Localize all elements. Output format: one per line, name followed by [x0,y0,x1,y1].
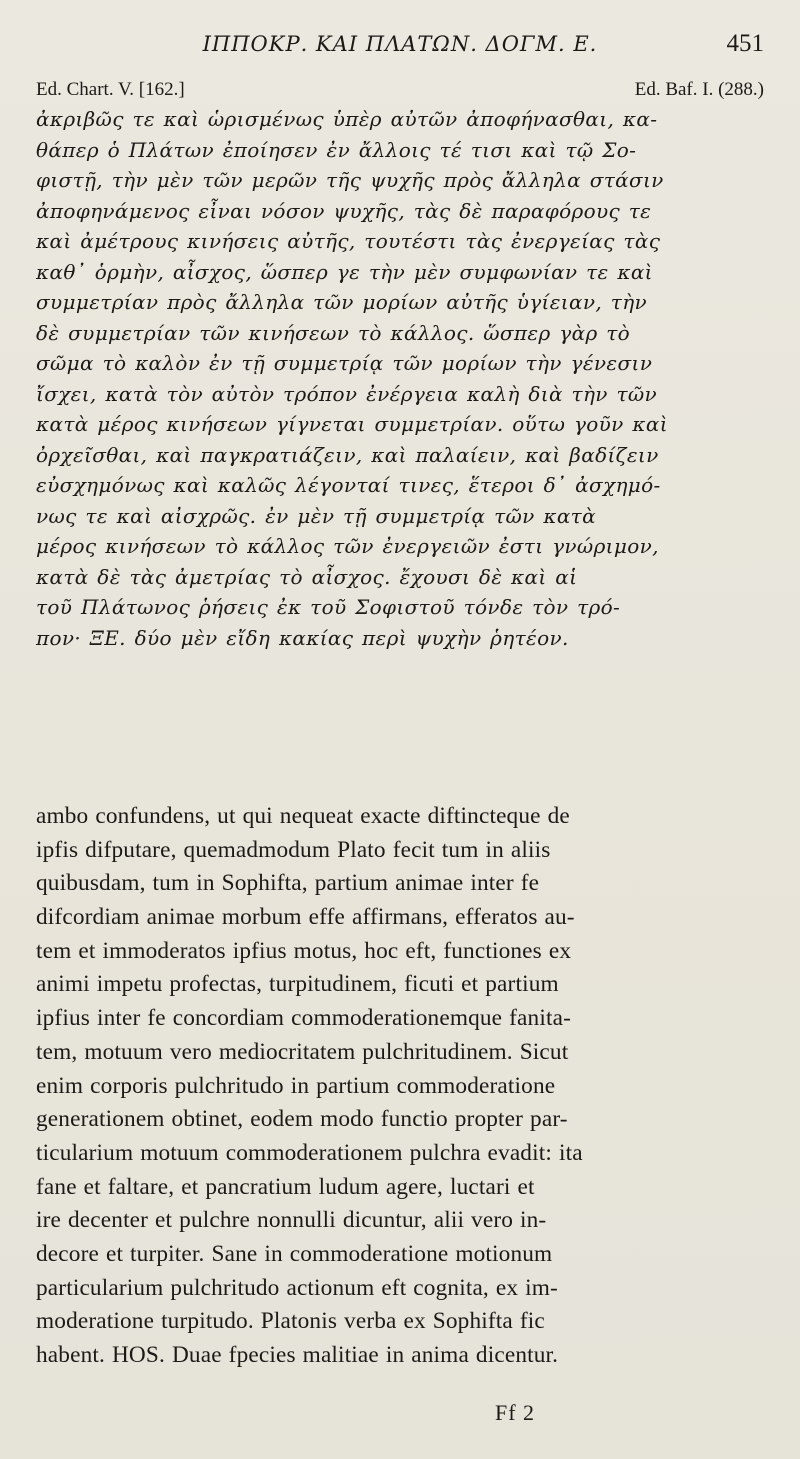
greek-text-line: συμμετρίαν πρὸς ἄλληλα τῶν μορίων αὐτῆς ὑγίειαν, τὴν [36,290,648,314]
running-title: ΙΠΠΟΚΡ. ΚΑΙ ΠΛΑΤΩΝ. ΔΟΓΜ. Ε. [202,32,598,56]
greek-text-line: πον· ΞΕ. δύο μὲν εἴδη κακίας περὶ ψυχὴν ῥητέον. [36,625,569,650]
running-head [36,26,764,62]
latin-text-line: moderatione turpitudo. Platonis verba ex Sophifta fic [36,1308,545,1335]
latin-text-line: decore et turpiter. Sane in commoderatione motionum [36,1240,553,1267]
greek-text-line: κατὰ μέρος κινήσεων γίγνεται συμμετρίαν. οὕτω γοῦν καὶ [36,412,668,436]
latin-text-line: enim corporis pulchritudo in partium commoderatione [36,1072,556,1099]
greek-text-line: εὐσχημόνως καὶ καλῶς λέγονταί τινες, ἕτεροι δ᾽ ἀσχημό- [36,473,661,497]
greek-text-block [36,104,766,653]
greek-text-line: τοῦ Πλάτωνος ῥήσεις ἐκ τοῦ Σοφιστοῦ τόνδε τὸν τρό- [36,595,621,619]
latin-text-line: difcordiam animae morbum effe affirmans, efferatos au- [36,904,575,931]
latin-text-line: ticularium motuum commoderationem pulchra evadit: ita [36,1139,583,1166]
latin-text-line: animi impetu profectas, turpitudinem, ficuti et partium [36,971,559,998]
latin-text-line: ipfius inter fe concordiam commoderationemque fanita- [36,1005,571,1032]
latin-text-line: quibusdam, tum in Sophifta, partium animae inter fe [36,870,540,897]
latin-text-line: tem et immoderatos ipfius motus, hoc eft, functiones ex [36,937,572,964]
greek-text-line: ἴσχει, κατὰ τὸν αὐτὸν τρόπον ἐνέργεια καλὴ διὰ τὴν τῶν [36,381,658,406]
greek-text-line: δὲ συμμετρίαν τῶν κινήσεων τὸ κάλλος. ὥσπερ γὰρ τὸ [36,320,631,345]
printer-signature-mark: Ff 2 [494,1400,536,1425]
greek-text-line: καθ᾽ ὁρμὴν, αἶσχος, ὥσπερ γε τὴν μὲν συμφωνίαν τε καὶ [36,259,653,284]
greek-text-line: καὶ ἀμέτρους κινήσεις αὐτῆς, τουτέστι τὰς ἐνεργείας τὰς [36,229,661,253]
edition-reference-right: Ed. Baf. I. (288.) [634,79,764,100]
greek-text-line: κατὰ δὲ τὰς ἀμετρίας τὸ αἶσχος. ἔχουσι δὲ καὶ αἱ [36,564,578,589]
greek-text-line: ἀποφηνάμενος εἶναι νόσον ψυχῆς, τὰς δὲ παραφόρους τε [36,198,652,223]
latin-text-line: tem, motuum vero mediocritatem pulchritudinem. Sicut [36,1038,569,1065]
greek-text-line: μέρος κινήσεων τὸ κάλλος τῶν ἐνεργειῶν ἐστι γνώριμον, [36,534,659,558]
latin-text-line: habent. HOS. Duae fpecies malitiae in anima dicentur. [36,1342,559,1368]
edition-references [36,78,764,102]
page-number: 451 [726,30,764,57]
latin-translation-block [36,800,766,1373]
latin-text-line: generationem obtinet, eodem modo functio propter par- [36,1106,568,1133]
greek-text-line: νως τε καὶ αἰσχρῶς. ἐν μὲν τῇ συμμετρίᾳ τῶν κατὰ [36,503,596,528]
latin-text-line: ambo confundens, ut qui nequeat exacte diftincteque de [36,803,570,829]
greek-text-line: ἀκριβῶς τε καὶ ὡρισμένως ὑπὲρ αὐτῶν ἀποφήνασθαι, κα- [36,107,658,131]
greek-text-line: θάπερ ὁ Πλάτων ἐποίησεν ἐν ἄλλοις τέ τισι καὶ τῷ Σο- [36,137,637,162]
latin-text-line: ipfis difputare, quemadmodum Plato fecit tum in aliis [36,836,551,863]
latin-text-line: ire decenter et pulchre nonnulli dicuntur, alii vero in- [36,1207,547,1234]
latin-text-line: fane et faltare, et pancratium ludum agere, luctari et [36,1173,535,1200]
greek-text-line: φιστῇ, τὴν μὲν τῶν μερῶν τῆς ψυχῆς πρὸς ἄλληλα στάσιν [36,168,664,192]
greek-text-line: ὀρχεῖσθαι, καὶ παγκρατιάζειν, καὶ παλαίειν, καὶ βαδίζειν [36,442,659,467]
greek-text-line: σῶμα τὸ καλὸν ἐν τῇ συμμετρίᾳ τῶν μορίων τὴν γένεσιν [36,351,653,375]
edition-reference-left: Ed. Chart. V. [162.] [36,79,185,100]
latin-text-line: particularium pulchritudo actionum eft cognita, ex im- [36,1274,558,1301]
